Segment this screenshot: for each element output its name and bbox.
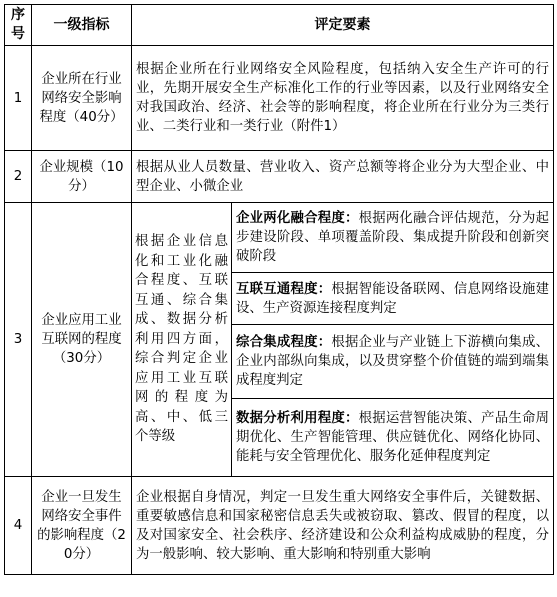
row-indicator: 企业规模（10分） bbox=[32, 151, 132, 203]
evaluation-table bbox=[4, 4, 554, 575]
sub-element-title: 互联互通程度： bbox=[236, 281, 332, 297]
row-number: 2 bbox=[5, 151, 32, 203]
sub-element bbox=[232, 399, 554, 477]
header-serial-number: 序号 bbox=[5, 5, 32, 46]
sub-element-title: 企业两化融合程度： bbox=[236, 211, 359, 226]
row-indicator: 企业应用工业互联网的程度（30分） bbox=[32, 203, 132, 477]
sub-element-text: 根据企业与产业链上下游横向集成、企业内部纵向集成，以及贯穿整个价值链的端到端集成程度判定 bbox=[236, 335, 550, 388]
sub-element bbox=[232, 325, 554, 399]
table-row bbox=[5, 477, 554, 575]
row-elements-text: 企业根据自身情况，判定一旦发生重大网络安全事件后，关键数据、重要敏感信息和国家秘密信息丢失或被窃取、篡改、假冒的程度，以及对国家安全、社会秩序、经济建设和公众利益构成威胁的程度，分为一般影响、较大影响、重大影响和特别重大影响 bbox=[132, 477, 554, 575]
header-evaluation-elements: 评定要素 bbox=[132, 5, 554, 46]
sub-element-title: 数据分析利用程度： bbox=[236, 411, 359, 426]
sub-element-text: 根据两化融合评估规范，分为起步建设阶段、单项覆盖阶段、集成提升阶段和创新突破阶段 bbox=[236, 211, 550, 264]
row-elements-text: 根据企业所在行业网络安全风险程度，包括纳入安全生产许可的行业，先期开展安全生产标准化工作的行业等因素，以及行业网络安全对我国政治、经济、社会等的影响程度，将企业所在行业分为三类行业、二类行业和一类行业（附件1） bbox=[132, 46, 554, 151]
header-first-level-indicator: 一级指标 bbox=[32, 5, 132, 46]
sub-element-title: 综合集成程度： bbox=[236, 335, 332, 350]
sub-element bbox=[232, 273, 554, 325]
row-number: 4 bbox=[5, 477, 32, 575]
row-indicator: 企业所在行业网络安全影响程度（40分） bbox=[32, 46, 132, 151]
table-row bbox=[5, 203, 554, 273]
row-indicator: 企业一旦发生网络安全事件的影响程度（20分） bbox=[32, 477, 132, 575]
row-number: 3 bbox=[5, 203, 32, 477]
table-row bbox=[5, 46, 554, 151]
table-row bbox=[5, 151, 554, 203]
sub-element-text: 根据运营智能决策、产品生命周期优化、生产智能管理、供应链优化、网络化协同、能耗与安全管理优化、服务化延伸程度判定 bbox=[236, 411, 550, 464]
sub-element-text: 根据智能设备联网、信息网络设施建设、生产资源连接程度判定 bbox=[236, 281, 550, 316]
row-description: 根据企业信息化和工业化融合程度、互联互通、综合集成、数据分析利用四方面，综合判定企业应用工业互联网的程度为高、中、低三个等级 bbox=[132, 203, 232, 477]
sub-element bbox=[232, 203, 554, 273]
row-elements-text: 根据从业人员数量、营业收入、资产总额等将企业分为大型企业、中型企业、小微企业 bbox=[132, 151, 554, 203]
table-header-row bbox=[5, 5, 554, 46]
row-number: 1 bbox=[5, 46, 32, 151]
